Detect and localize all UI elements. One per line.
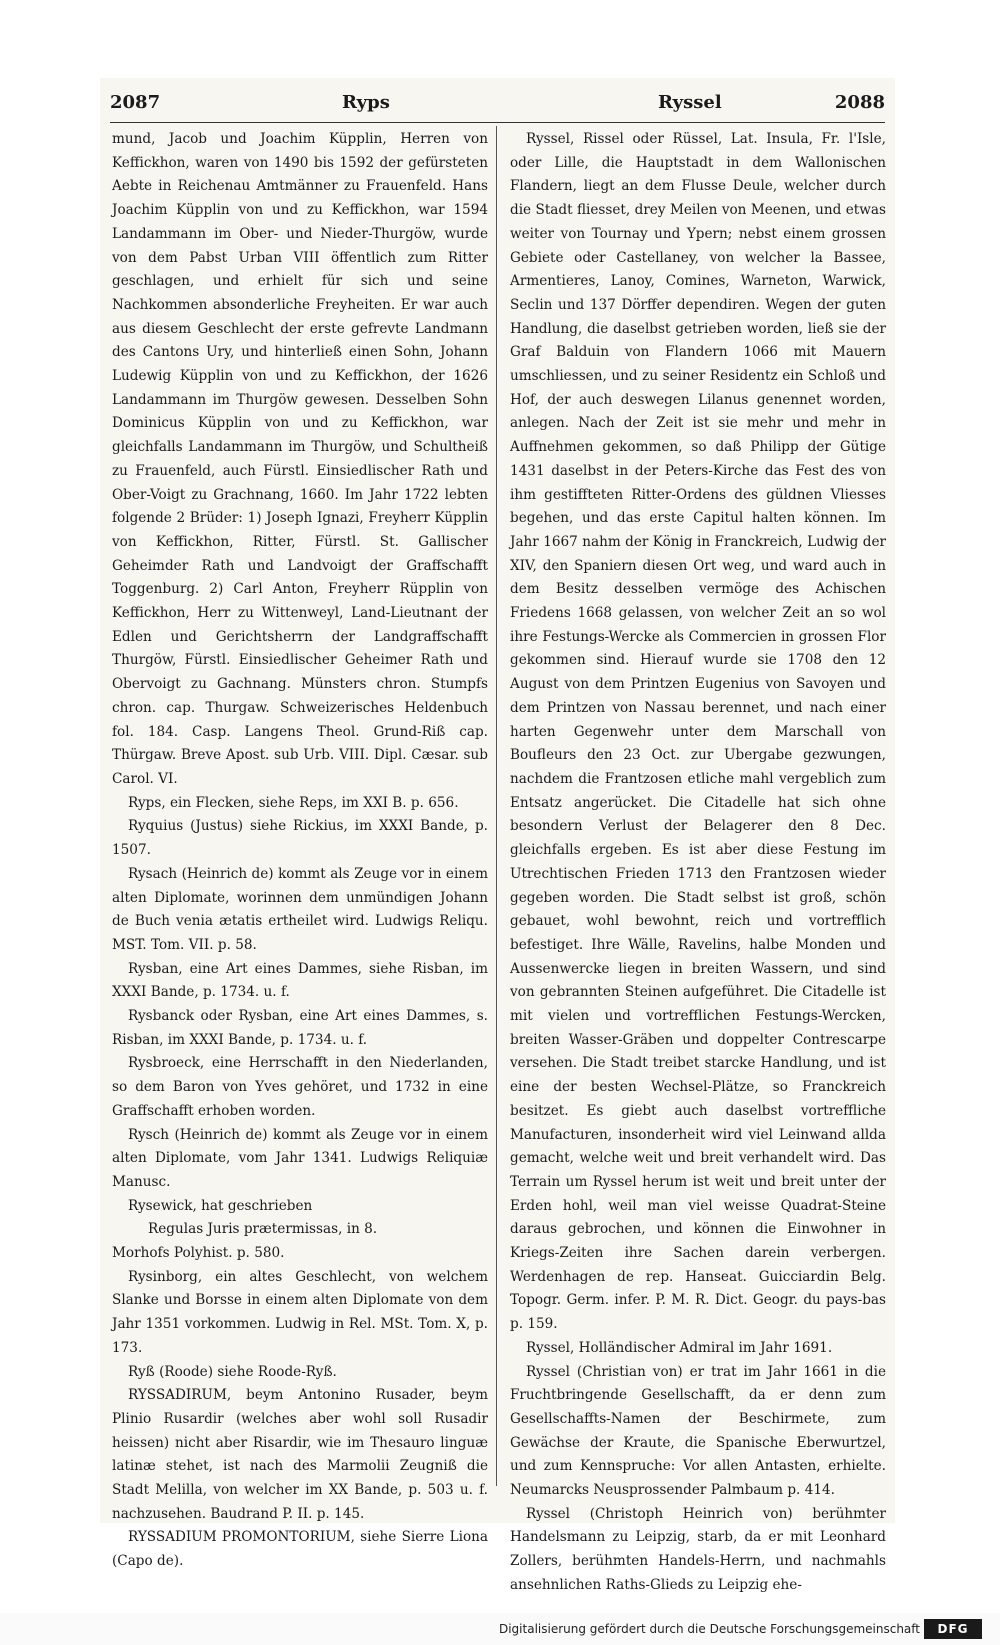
left-entry: Rysinborg, ein altes Geschlecht, von welchem Slanke und Borsse in einem alten Diplomate von dem Jahr 1351 vorkommen. Ludwig in Rel. MSt. Tom. X, p. 173. bbox=[112, 1268, 488, 1356]
right-entry: Ryssel (Christian von) er trat im Jahr 1661 in die Fruchtbringende Gesellschafft, da er denn zum Gesellschaffts-Namen der Beschirmete, zum Gewächse der Kraute, die Spanische Eberwurtzel, und zum Kennspruche: Vor allen Antasten, erhielte. Neumarcks Neusprossender Palmbaum p. 414. bbox=[510, 1363, 886, 1499]
left-entry: Ryquius (Justus) siehe Rickius, im XXXI Bande, p. 1507. bbox=[112, 818, 488, 859]
left-entry-title: Regulas Juris prætermissas, in 8. bbox=[148, 1221, 378, 1238]
right-column bbox=[510, 128, 886, 1598]
page-header bbox=[110, 86, 885, 120]
right-entry: Ryssel, Holländischer Admiral im Jahr 1691. bbox=[526, 1339, 833, 1356]
right-entry: Ryssel, Rissel oder Rüssel, Lat. Insula, Fr. l'Isle, oder Lille, die Hauptstadt in dem Wallonischen Flandern, liegt an dem Flusse Deule, welcher durch die Stadt fliesset, drey Meilen von Meenen, und etwas weiter von Tournay und Ypern; nebst einem grossen Gebiete oder Castellaney, von welcher la Bassee, Armentieres, Lanoy, Comines, Warneton, Warwick, Seclin und 137 Dörffer dependiren. Wegen der guten Handlung, die daselbst getrieben worden, ließ sie der Graf Balduin von Flandern 1066 mit Mauern umschliessen, und zu seiner Residentz ein Schloß und Hof, der auch deswegen Lilanus genennet worden, anlegen. Nach der Zeit ist sie mehr und mehr in Auffnehmen gekommen, so daß Philipp der Gütige 1431 daselbst in der Peters-Kirche das Fest des von ihm gestiffteten Ritter-Ordens des güldnen Vliesses begehen, und das erste Capitul halten können. Im Jahr 1667 nahm der König in Franckreich, Ludwig der XIV, den Spaniern diesen Ort weg, und ward auch in dem Besitz desselben vermöge des Achischen Friedens 1668 gelassen, von welcher Zeit an so wol ihre Festungs-Wercke als Commercien in grossen Flor gekommen sind. Hierauf wurde sie 1708 den 12 August von dem Printzen Eugenius von Savoyen und dem Printzen von Nassau berennet, und nach einer harten Gegenwehr unter dem Marschall von Boufleurs den 23 Oct. zur Ubergabe gezwungen, nachdem die Frantzosen etliche mahl vergeblich zum Entsatz angerücket. Die Citadelle hat sich ohne besondern Verlust der Belagerer den 8 Dec. gleichfalls ergeben. Es ist aber diese Festung im Utrechtischen Frieden 1713 den Frantzosen wieder gegeben worden. Die Stadt selbst ist groß, schön gebauet, wohl bewohnt, reich und vortrefflich befestiget. Ihre Wälle, Ravelins, halbe Monden und Aussenwercke liegen in breiten Wassern, und sind von gebrannten Steinen aufgeführet. Die Citadelle ist mit vielen und vortrefflichen Festungs-Wercken, breiten Wasser-Gräben und doppelter Contrescarpe versehen. Die Stadt treibet starcke Handlung, und ist eine der besten Wechsel-Plätze, so Franckreich besitzet. Es giebt auch daselbst vortreffliche Manufacturen, insonderheit wird viel Leinwand allda gemacht, welche weit und breit verhandelt wird. Das Terrain um Ryssel herum ist weit und breit unter der Erden hohl, weil man viel weisse Quadrat-Steine daraus gebrochen, und können die Einwohner in Kriegs-Zeiten ihre Sachen darein verbergen. Werdenhagen de rep. Hanseat. Guicciardin Belg. Topogr. Germ. infer. P. M. R. Dict. Geogr. du pays-bas p. 159. bbox=[510, 131, 886, 1333]
running-head-right: Ryssel bbox=[658, 92, 722, 113]
header-rule bbox=[110, 122, 885, 123]
book-page bbox=[100, 78, 895, 1593]
funding-notice: Digitalisierung gefördert durch die Deutsche Forschungsgemeinschaft bbox=[498, 1622, 920, 1636]
left-entry: RYSSADIRUM, beym Antonino Rusader, beym Plinio Rusardir (welches aber wohl soll Rusadir heissen) nicht aber Risardir, wie im Thesauro linguæ latinæ stehet, ist nach des Marmolii Zeugniß die Stadt Melilla, von welcher im XX Bande, p. 503 u. f. nachzusehen. Baudrand P. II. p. 145. bbox=[112, 1387, 488, 1522]
page-number-left: 2087 bbox=[110, 92, 161, 113]
left-entry: Rysch (Heinrich de) kommt als Zeuge vor in einem alten Diplomate, vom Jahr 1341. Ludwigs Reliquiæ Manusc. bbox=[112, 1126, 488, 1190]
left-entry: Ryps, ein Flecken, siehe Reps, im XXI B. p. 656. bbox=[128, 794, 459, 811]
column-divider bbox=[496, 126, 497, 1486]
left-entry: Rysbroeck, eine Herrschafft in den Niederlanden, so dem Baron von Yves gehöret, und 1732 in eine Graffschafft erhoben worden. bbox=[112, 1055, 488, 1119]
left-entry: Morhofs Polyhist. p. 580. bbox=[112, 1245, 285, 1262]
right-entry: Ryssel (Christoph Heinrich von) berühmter Handelsmann zu Leipzig, starb, da er mit Leonhard Zollers, berühmten Handels-Herrn, und nachmahls ansehnlichen Raths-Glieds zu Leipzig ehe- bbox=[510, 1505, 886, 1593]
left-entry: RYSSADIUM PROMONTORIUM, siehe Sierre Liona (Capo de). bbox=[112, 1529, 488, 1570]
left-entry: Ryß (Roode) siehe Roode-Ryß. bbox=[128, 1363, 337, 1380]
left-entry: mund, Jacob und Joachim Küpplin, Herren von Keffickhon, waren von 1490 bis 1592 der gefürsteten Aebte in Reichenau Amtmänner zu Frauenfeld. Hans Joachim Küpplin von und zu Keffickhon, war 1594 Landammann im Ober- und Nieder-Thurgöw, wurde von dem Pabst Urban VIII öffentlich zum Ritter geschlagen, und erhielt für sich und seine Nachkommen absonderliche Freyheiten. Er war auch aus diesem Geschlecht der erste gefrevte Landmann des Cantons Ury, und hinterließ einen Sohn, Johann Ludewig Küpplin von und zu Keffickhon, der 1626 Landammann im Thurgöw gewesen. Desselben Sohn Dominicus Küpplin von und zu Keffickhon, war gleichfalls Landammann im Thurgöw, und Schultheiß zu Frauenfeld, auch Fürstl. Einsiedlischer Rath und Ober-Voigt zu Grachnang, 1660. Im Jahr 1722 lebten folgende 2 Brüder: 1) Joseph Ignazi, Freyherr Küpplin von Keffickhon, Ritter, Fürstl. St. Gallischer Geheimder Rath und Landvoigt der Graffschafft Toggenburg. 2) Carl Anton, Freyherr Rüpplin von Keffickhon, Herr zu Wittenweyl, Land-Lieutnant der Edlen und Gerichtsherrn der Landgraffschafft Thurgöw, Fürstl. Einsiedlischer Geheimer Rath und Obervoigt zu Gachnang. Münsters chron. Stumpfs chron. cap. Thurgaw. Schweizerisches Heldenbuch fol. 184. Casp. Langens Theol. Grund-Riß cap. Thürgaw. Breve Apost. sub Urb. VIII. Dipl. Cæsar. sub Carol. VI. bbox=[112, 131, 488, 787]
left-column bbox=[112, 128, 488, 1574]
dfg-logo: DFG bbox=[924, 1619, 982, 1639]
digitization-footer bbox=[0, 1613, 1000, 1645]
left-entry: Rysach (Heinrich de) kommt als Zeuge vor in einem alten Diplomate, worinnen dem unmündigen Johann de Buch venia ætatis ertheilet wird. Ludwigs Reliqu. MST. Tom. VII. p. 58. bbox=[112, 865, 488, 953]
left-entry: Rysewick, hat geschrieben bbox=[128, 1197, 313, 1214]
left-entry: Rysbanck oder Rysban, eine Art eines Dammes, s. Risban, im XXXI Bande, p. 1734. u. f. bbox=[112, 1008, 488, 1048]
page-number-right: 2088 bbox=[834, 92, 885, 113]
left-entry: Rysban, eine Art eines Dammes, siehe Risban, im XXXI Bande, p. 1734. u. f. bbox=[112, 960, 488, 1001]
running-head-left: Ryps bbox=[342, 92, 390, 113]
